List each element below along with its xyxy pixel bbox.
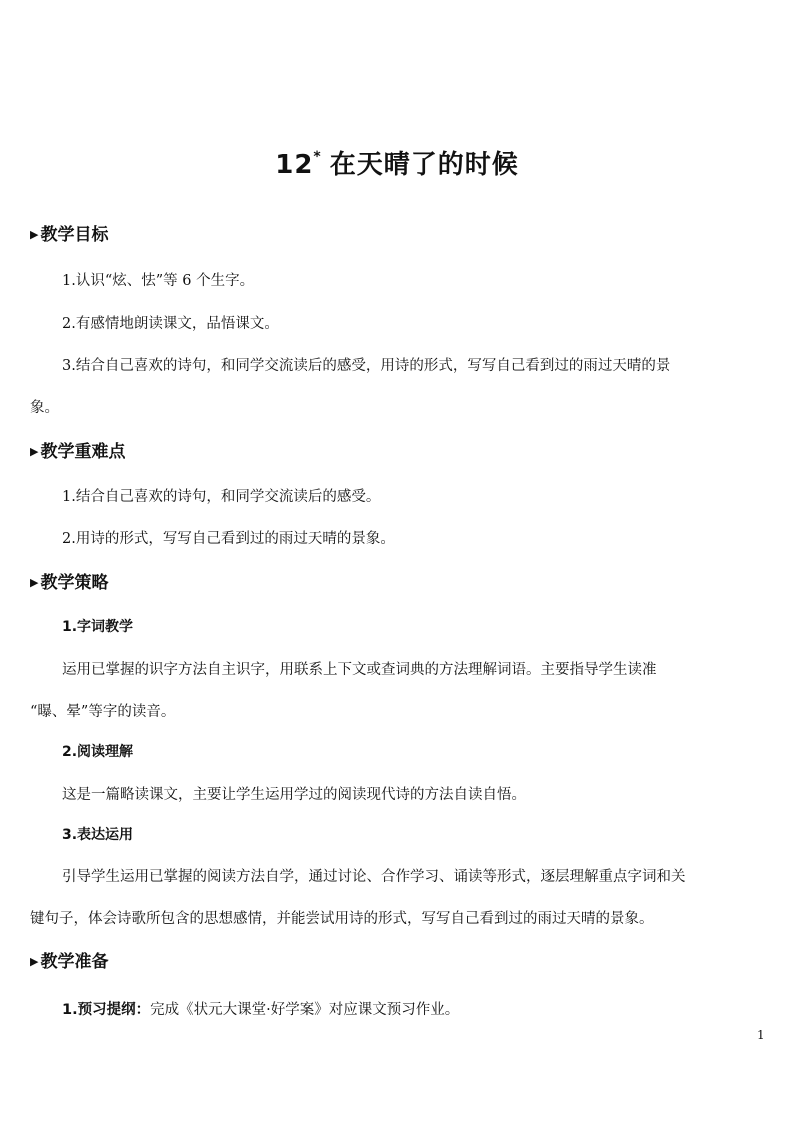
strategy-subheading-reading: 2.阅读理解: [62, 744, 134, 760]
lesson-title-text: 在天晴了的时候: [329, 150, 519, 180]
section-heading-text: 教学准备: [40, 952, 109, 972]
strategy-reading-line-1: 这是一篇略读课文，主要让学生运用学过的阅读现代诗的方法自读自悟。: [62, 787, 526, 803]
section-heading-key-points: [30, 437, 125, 462]
strategy-expression-line-1: 引导学生运用已掌握的阅读方法自学，通过讨论、合作学习、诵读等形式，逐层理解重点字词和关: [62, 869, 686, 885]
page-title: [0, 144, 794, 181]
strategy-subheading-vocab: 1.字词教学: [62, 619, 134, 635]
key-point-line-2: 2.用诗的形式，写写自己看到过的雨过天晴的景象。: [62, 531, 395, 547]
section-heading-text: 教学策略: [40, 573, 109, 593]
goal-line-2: 2.有感情地朗读课文，品悟课文。: [62, 316, 279, 332]
section-heading-preparation: [30, 947, 108, 972]
section-heading-text: 教学目标: [40, 225, 109, 245]
goal-line-3: 3.结合自己喜欢的诗句，和同学交流读后的感受，用诗的形式，写写自己看到过的雨过天晴的景: [62, 358, 671, 374]
lesson-mark: *: [313, 149, 322, 165]
key-point-line-1: 1.结合自己喜欢的诗句，和同学交流读后的感受。: [62, 489, 381, 505]
goal-line-1: 1.认识“炫、怯”等 6 个生字。: [62, 273, 255, 289]
section-heading-strategy: [30, 568, 108, 593]
page-number: 1: [757, 1028, 765, 1042]
preparation-item-lead: 1.预习提纲：: [62, 1002, 151, 1018]
strategy-vocab-line-1: 运用已掌握的识字方法自主识字，用联系上下文或查词典的方法理解词语。主要指导学生读准: [62, 662, 657, 678]
section-heading-text: 教学重难点: [40, 442, 126, 462]
lesson-number: 12: [275, 150, 314, 180]
strategy-vocab-line-2: “曝、晕”等字的读音。: [30, 704, 176, 720]
triangle-bullet-icon: ▶: [30, 445, 39, 458]
strategy-expression-line-2: 键句子，体会诗歌所包含的思想感情，并能尝试用诗的形式，写写自己看到过的雨过天晴的景象。: [30, 911, 654, 927]
triangle-bullet-icon: ▶: [30, 576, 39, 589]
section-heading-goals: [30, 220, 108, 245]
goal-line-3-continued: 象。: [30, 400, 59, 416]
preparation-item: [62, 998, 459, 1019]
triangle-bullet-icon: ▶: [30, 955, 39, 968]
preparation-item-text: 完成《状元大课堂·好学案》对应课文预习作业。: [150, 1002, 460, 1018]
triangle-bullet-icon: ▶: [30, 228, 39, 241]
strategy-subheading-expression: 3.表达运用: [62, 827, 134, 843]
